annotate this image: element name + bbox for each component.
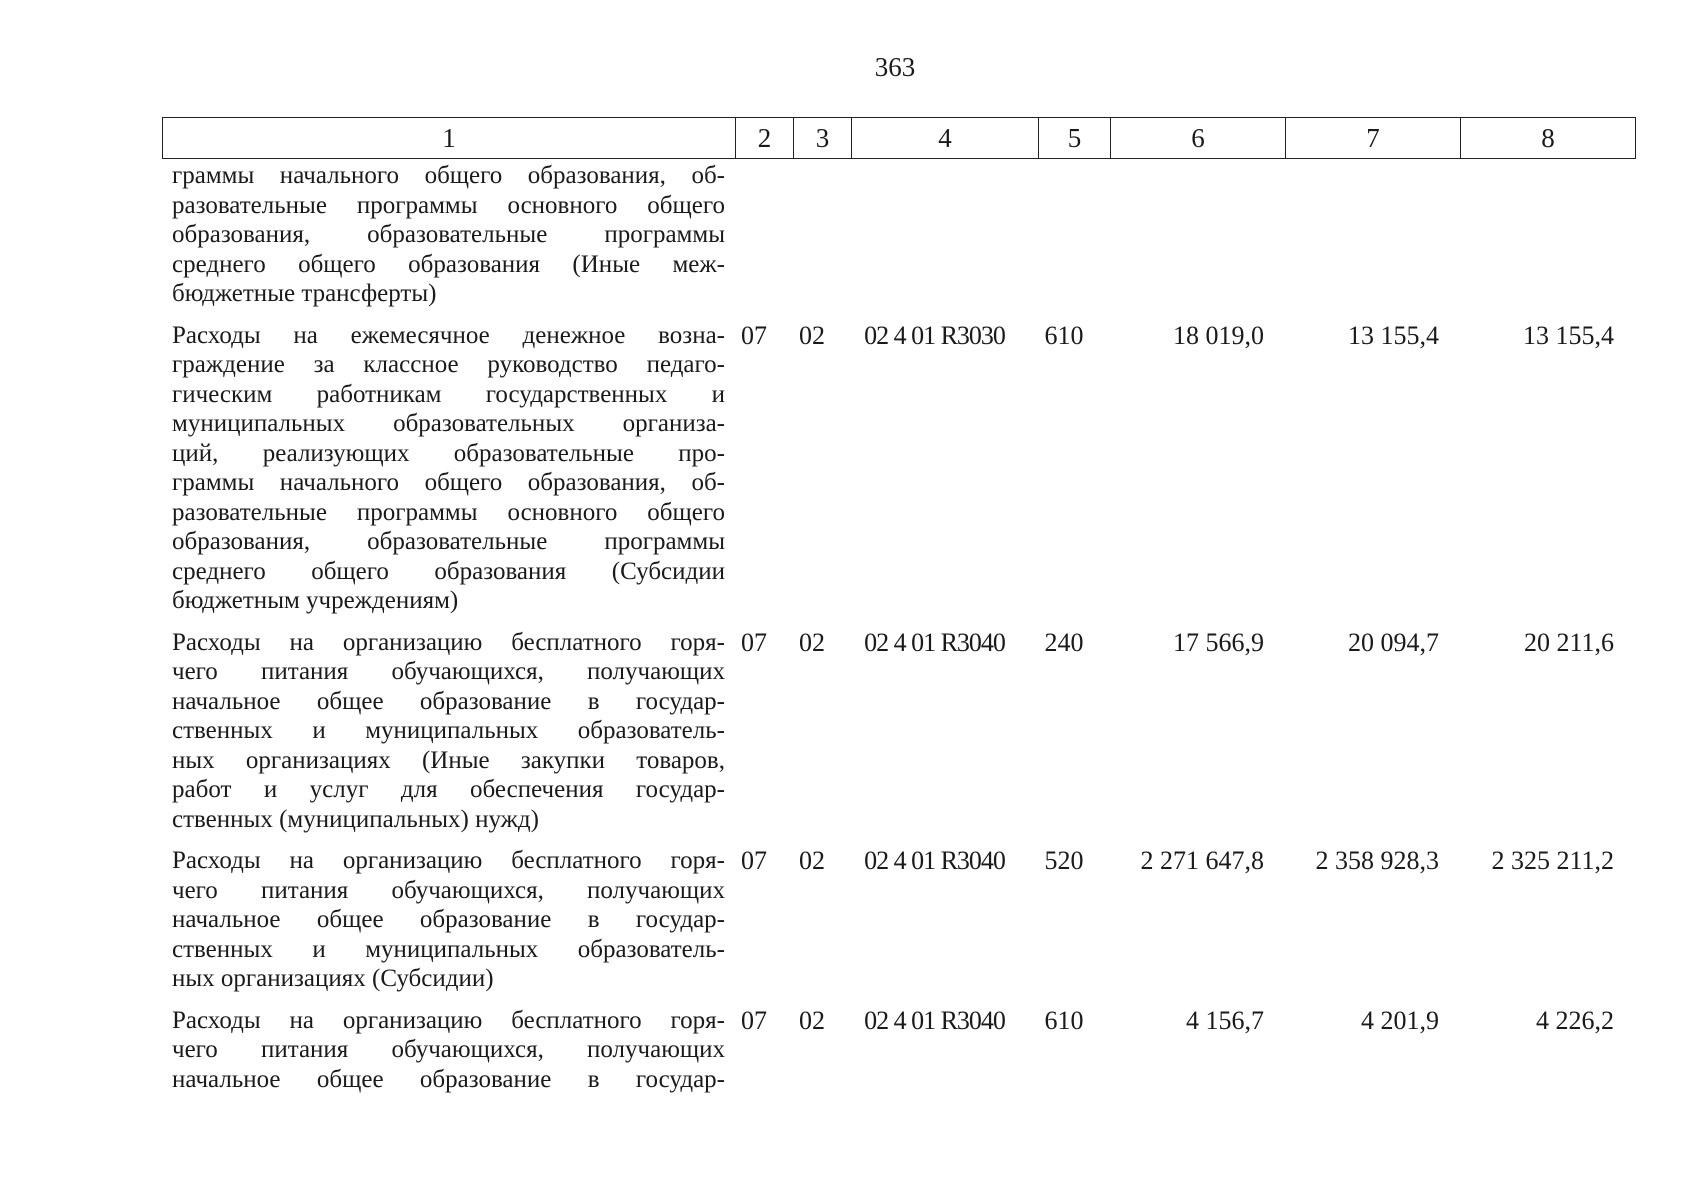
subsection-code: 02 [799,1005,825,1035]
description-line: Расходы на организацию бесплатного горя- [172,847,725,874]
section-code: 07 [741,320,767,350]
row-description [162,846,725,994]
table-header [162,117,1636,159]
amount-col-7: 13 155,4 [1348,320,1439,350]
description-line: Расходы на организацию бесплатного горя- [172,628,725,656]
description-line: начальное общее образование в государ- [172,1065,725,1093]
amount-col-6: 17 566,9 [1173,627,1264,657]
amount-col-6: 2 271 647,8 [1140,846,1264,875]
table-row [162,161,1634,309]
description-line: Расходы на ежемесячное денежное возна- [172,321,725,349]
target-article-code: 02 4 01 R3040 [864,627,1005,657]
description-line: ственных и муниципальных образователь- [172,935,725,963]
description-line: бюджетные трансферты) [172,280,437,307]
description-line: среднего общего образования (Субсидии [172,557,725,585]
amount-col-7: 2 358 928,3 [1315,846,1439,875]
section-code: 07 [741,1005,767,1035]
description-line: разовательные программы основного общего [172,191,725,219]
expense-type-code: 240 [1044,627,1084,657]
table-body [162,161,1634,1106]
subsection-code: 02 [799,846,825,875]
description-line: ций, реализующих образовательные про- [172,439,725,467]
column-header-5: 5 [1039,118,1111,159]
row-description [162,321,725,616]
amount-col-8: 13 155,4 [1523,320,1614,350]
section-code: 07 [741,846,767,875]
expense-type-code: 610 [1044,320,1084,350]
amount-col-8: 2 325 211,2 [1491,846,1614,875]
column-header-4: 4 [852,118,1039,159]
description-line: граммы начального общего образования, об- [172,469,725,496]
description-line: чего питания обучающихся, получающих [172,658,725,685]
description-line: среднего общего образования (Иные меж- [172,250,725,278]
description-line: образования, образовательные программы [172,528,725,555]
column-header-1: 1 [163,118,736,159]
description-line: граждение за классное руководство педаго- [172,351,725,378]
amount-col-7: 4 201,9 [1361,1005,1439,1035]
expense-type-code: 520 [1044,846,1084,875]
amount-col-8: 4 226,2 [1536,1005,1614,1035]
target-article-code: 02 4 01 R3040 [864,1005,1005,1035]
subsection-code: 02 [799,627,825,657]
section-code: 07 [741,627,767,657]
page-number: 363 [874,52,916,82]
column-header-8: 8 [1461,118,1636,159]
description-line: ственных (муниципальных) нужд) [172,805,539,833]
amount-col-6: 4 156,7 [1186,1005,1264,1035]
table-row [162,846,1634,994]
target-article-code: 02 4 01 R3040 [864,846,1005,875]
column-header-6: 6 [1111,118,1286,159]
description-line: муниципальных образовательных организа- [172,410,725,437]
amount-col-6: 18 019,0 [1173,320,1264,350]
table-row [162,628,1634,835]
amount-col-8: 20 211,6 [1523,627,1614,657]
description-line: ных организациях (Иные закупки товаров, [172,746,725,774]
description-line: ственных и муниципальных образователь- [172,717,725,744]
description-line: гическим работникам государственных и [172,380,725,408]
description-line: бюджетным учреждениям) [172,587,459,614]
description-line: чего питания обучающихся, получающих [172,876,725,904]
table-row [162,1006,1634,1095]
row-description [162,1006,725,1095]
description-line: ных организациях (Субсидии) [172,965,494,992]
description-line: начальное общее образование в государ- [172,906,725,933]
column-header-2: 2 [736,118,794,159]
column-header-7: 7 [1286,118,1461,159]
table-row [162,321,1634,616]
description-line: начальное общее образование в государ- [172,687,725,715]
description-line: разовательные программы основного общего [172,498,725,526]
amount-col-7: 20 094,7 [1348,627,1439,657]
description-line: граммы начального общего образования, об- [172,162,725,189]
target-article-code: 02 4 01 R3030 [864,320,1005,350]
description-line: чего питания обучающихся, получающих [172,1036,725,1063]
row-description [162,628,725,835]
subsection-code: 02 [799,320,825,350]
description-line: Расходы на организацию бесплатного горя- [172,1006,725,1034]
description-line: работ и услуг для обеспечения государ- [172,776,725,803]
expense-type-code: 610 [1044,1005,1084,1035]
column-header-3: 3 [794,118,852,159]
description-line: образования, образовательные программы [172,221,725,248]
row-description [162,161,725,309]
